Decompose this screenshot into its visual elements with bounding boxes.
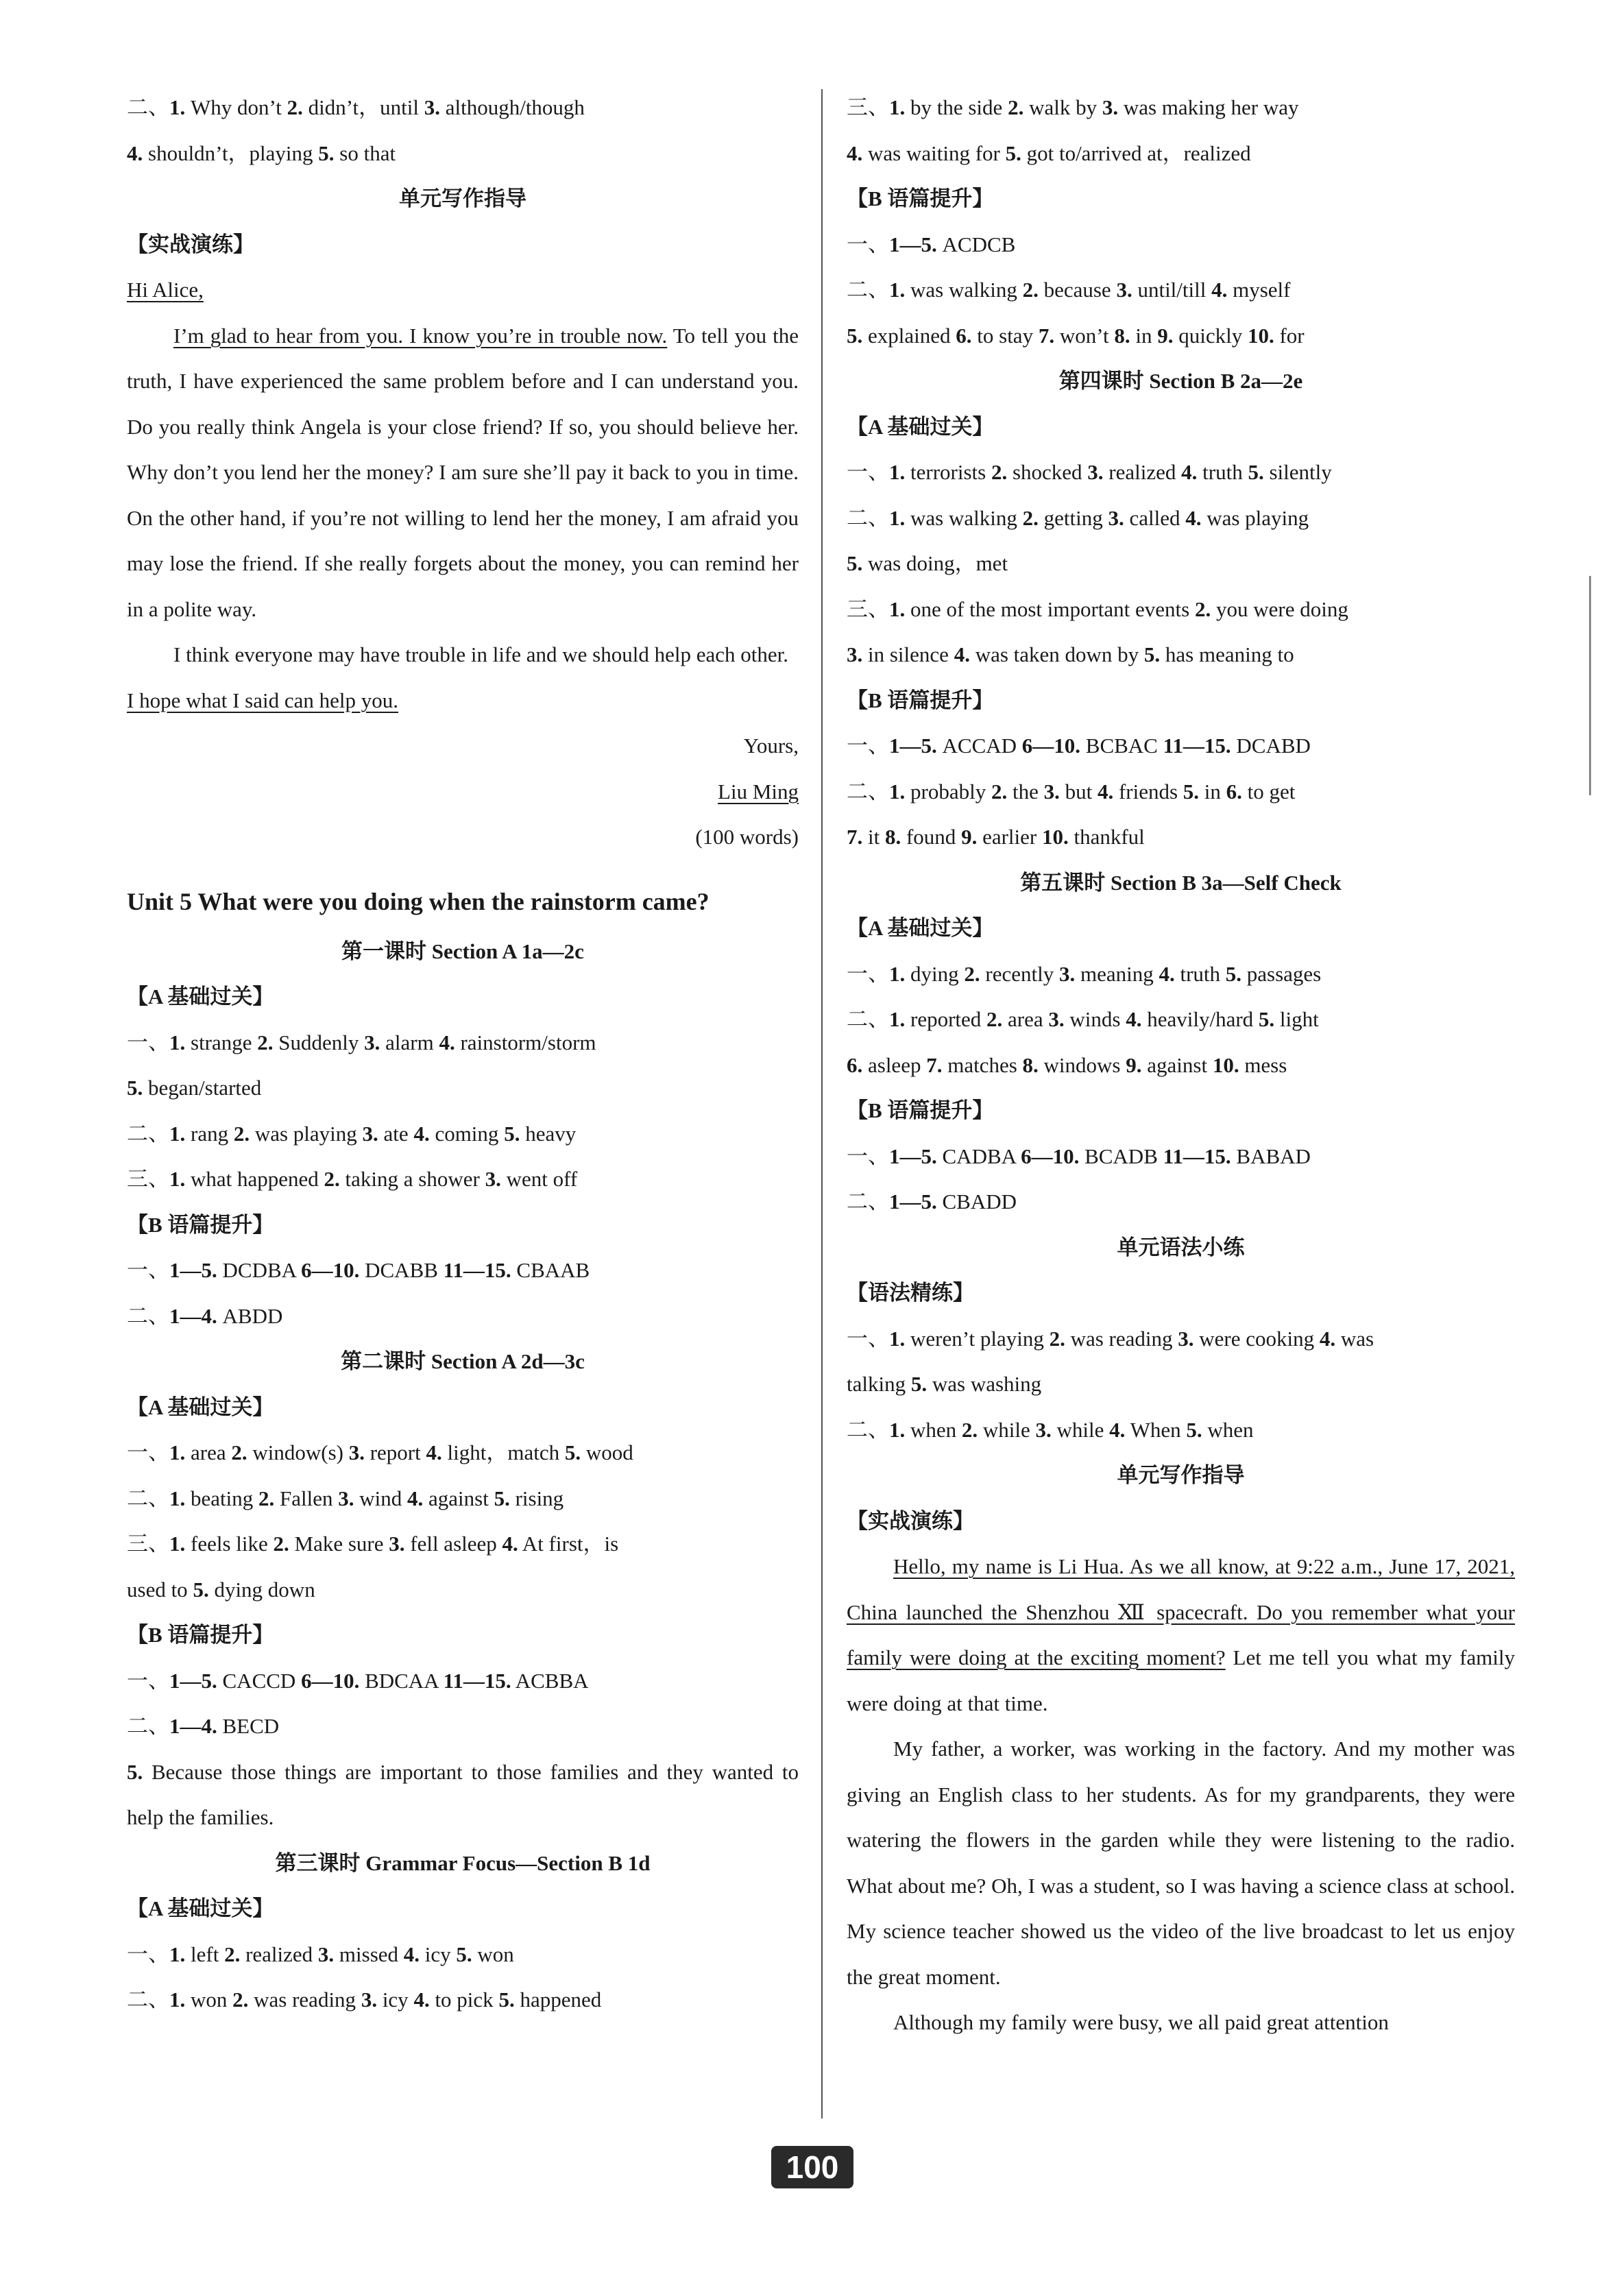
basic-label: 【A 基础过关】 bbox=[847, 414, 994, 439]
answer-line: 4. shouldn’t，playing 5. so that bbox=[127, 141, 396, 165]
answer-paragraph: 5. Because those things are important to those families and they wanted to help the families. bbox=[127, 1759, 799, 1829]
right-column bbox=[847, 85, 1515, 2046]
page-number: 100 bbox=[771, 2146, 853, 2188]
word-count: (100 words) bbox=[695, 825, 799, 849]
answer-line: 7. it 8. found 9. earlier 10. thankful bbox=[847, 825, 1145, 849]
answer-line: 二、1—4. BECD bbox=[127, 1714, 280, 1738]
lesson-heading: 第三课时 Grammar Focus—Section B 1d bbox=[275, 1850, 651, 1875]
essay-topic-sentence: Hello, my name is Li Hua. As we all know, at 9:22 a.m., June 17, 2021, China launched the Shenzhou Ⅻ spacecraft. Do you remember what your family were doing at the exciting moment? bbox=[847, 1554, 1515, 1669]
lesson-heading: 第一课时 Section A 1a—2c bbox=[341, 939, 584, 963]
basic-label: 【A 基础过关】 bbox=[127, 985, 274, 1009]
basic-label: 【A 基础过关】 bbox=[127, 1896, 274, 1920]
answer-line: 一、1. left 2. realized 3. missed 4. icy 5. won bbox=[127, 1942, 514, 1966]
answer-line: 3. in silence 4. was taken down by 5. has meaning to bbox=[847, 642, 1294, 666]
lesson-heading: 第四课时 Section B 2a—2e bbox=[1058, 369, 1303, 393]
unit-title: Unit 5 What were you doing when the rainstorm came? bbox=[127, 887, 710, 915]
essay-body: Let me tell you what my family were doing at that time. bbox=[847, 1645, 1515, 1715]
answer-line: 一、1. strange 2. Suddenly 3. alarm 4. rainstorm/storm bbox=[127, 1030, 596, 1054]
reading-label: 【B 语篇提升】 bbox=[847, 688, 994, 712]
basic-label: 【A 基础过关】 bbox=[127, 1394, 274, 1419]
answer-line: 一、1—5. ACCAD 6—10. BCBAC 11—15. DCABD bbox=[847, 734, 1311, 758]
reading-label: 【B 语篇提升】 bbox=[127, 1212, 274, 1237]
answer-line: 5. began/started bbox=[127, 1076, 262, 1100]
binding-mark bbox=[1589, 576, 1591, 795]
answer-line: talking 5. was washing bbox=[847, 1372, 1042, 1396]
column-divider bbox=[821, 89, 823, 2118]
letter-greeting: Hi Alice, bbox=[127, 278, 204, 302]
letter-topic-sentence: I’m glad to hear from you. I know you’re in trouble now. bbox=[173, 323, 668, 348]
answer-line: 二、1. when 2. while 3. while 4. When 5. when bbox=[847, 1417, 1254, 1442]
essay-paragraph: My father, a worker, was working in the factory. And my mother was giving an English class to her students. As for my grandparents, they were watering the flowers in the garden while they were listening to the radio. What about me? Oh, I was a student, so I was having a science class at school. My science teacher showed us the video of the live broadcast to let us enjoy the great moment. bbox=[847, 1737, 1515, 1989]
section-heading: 单元语法小练 bbox=[1117, 1235, 1245, 1259]
answer-line: 二、1. was walking 2. getting 3. called 4. was playing bbox=[847, 505, 1309, 530]
letter-paragraph: I think everyone may have trouble in life and we should help each other. bbox=[173, 642, 788, 666]
answer-line: 5. explained 6. to stay 7. won’t 8. in 9. quickly 10. for bbox=[847, 323, 1305, 348]
letter-signature bbox=[127, 769, 799, 815]
left-column bbox=[127, 85, 799, 2023]
answer-line: 二、1—4. ABDD bbox=[127, 1303, 283, 1328]
practice-label: 【实战演练】 bbox=[127, 232, 254, 256]
lesson-heading: 第二课时 Section A 2d—3c bbox=[341, 1349, 585, 1373]
basic-label: 【A 基础过关】 bbox=[847, 916, 994, 940]
reading-label: 【B 语篇提升】 bbox=[127, 1623, 274, 1647]
answer-line: 5. was doing，met bbox=[847, 551, 1008, 575]
grammar-label: 【语法精练】 bbox=[847, 1281, 974, 1305]
answer-line: 一、1. dying 2. recently 3. meaning 4. truth 5. passages bbox=[847, 961, 1322, 986]
answer-line: 三、1. by the side 2. walk by 3. was making her way bbox=[847, 95, 1299, 119]
answer-line: 三、1. one of the most important events 2. you were doing bbox=[847, 596, 1348, 621]
section-heading: 单元写作指导 bbox=[399, 186, 526, 210]
answer-line: 一、1—5. CADBA 6—10. BCADB 11—15. BABAD bbox=[847, 1144, 1311, 1168]
answer-line: 二、1. won 2. was reading 3. icy 4. to pick 5. happened bbox=[127, 1988, 602, 2012]
answer-line: 三、1. what happened 2. taking a shower 3. went off bbox=[127, 1167, 578, 1191]
answer-line: used to 5. dying down bbox=[127, 1577, 315, 1602]
letter-ending-sentence: I hope what I said can help you. bbox=[127, 688, 398, 712]
section-heading: 单元写作指导 bbox=[1117, 1463, 1245, 1487]
letter-conclusion bbox=[127, 678, 799, 724]
reading-label: 【B 语篇提升】 bbox=[847, 186, 994, 210]
answer-line: 一、1. area 2. window(s) 3. report 4. light，match 5. wood bbox=[127, 1440, 633, 1464]
answer-line: 二、1. probably 2. the 3. but 4. friends 5. in 6. to get bbox=[847, 779, 1296, 804]
answer-line: 三、1. feels like 2. Make sure 3. fell asleep 4. At first，is bbox=[127, 1532, 619, 1556]
answer-line: 一、1. terrorists 2. shocked 3. realized 4. truth 5. silently bbox=[847, 460, 1332, 484]
answer-line: 一、1—5. CACCD 6—10. BDCAA 11—15. ACBBA bbox=[127, 1668, 589, 1693]
answer-line: 一、1. weren’t playing 2. was reading 3. were cooking 4. was bbox=[847, 1326, 1374, 1351]
lesson-heading: 第五课时 Section B 3a—Self Check bbox=[1020, 870, 1342, 895]
practice-label: 【实战演练】 bbox=[847, 1508, 974, 1533]
letter-body: To tell you the truth, I have experienced the same problem before and I can understand you. Do you really think Angela is your close friend? If so, you should believe her. Why don’t you lend her the money? I am sure she’ll pay it back to you in time. On the other hand, if you’re not willing to lend her the money, I am afraid you may lose the friend. If she really forgets about the money, you can remind her in a polite way. bbox=[127, 323, 799, 621]
letter-closing: Yours, bbox=[743, 734, 799, 758]
answer-line: 4. was waiting for 5. got to/arrived at，realized bbox=[847, 141, 1251, 165]
answer-line: 二、1. rang 2. was playing 3. ate 4. coming 5. heavy bbox=[127, 1121, 577, 1146]
answer-line: 一、1—5. DCDBA 6—10. DCABB 11—15. CBAAB bbox=[127, 1258, 590, 1282]
answer-line: 二、1. was walking 2. because 3. until/till 4. myself bbox=[847, 278, 1291, 302]
letter-name: Liu Ming bbox=[718, 779, 799, 804]
answer-line: 6. asleep 7. matches 8. windows 9. against 10. mess bbox=[847, 1052, 1287, 1077]
answer-line: 二、1. beating 2. Fallen 3. wind 4. against 5. rising bbox=[127, 1486, 564, 1510]
reading-label: 【B 语篇提升】 bbox=[847, 1098, 994, 1122]
answer-line: 二、1. Why don’t 2. didn’t，until 3. although/though bbox=[127, 95, 585, 119]
answer-line: 二、1. reported 2. area 3. winds 4. heavily/hard 5. light bbox=[847, 1007, 1319, 1031]
answer-line: 一、1—5. ACDCB bbox=[847, 232, 1016, 256]
answer-line: 二、1—5. CBADD bbox=[847, 1190, 1017, 1214]
essay-paragraph: Although my family were busy, we all paid great attention bbox=[893, 2010, 1389, 2034]
letter-paragraph bbox=[127, 313, 799, 633]
essay-paragraph bbox=[847, 1544, 1515, 1726]
